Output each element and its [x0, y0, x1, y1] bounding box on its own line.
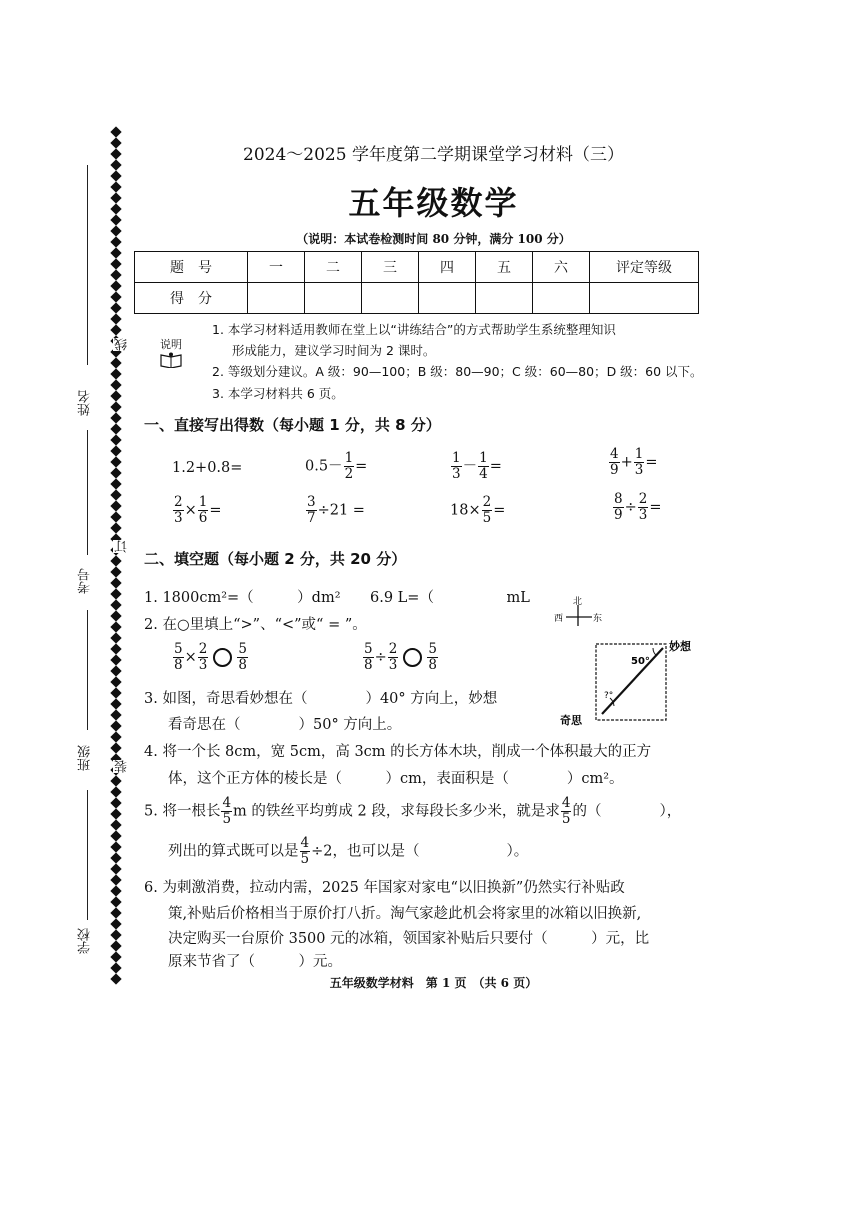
score-input-cell[interactable] [362, 283, 419, 314]
compare-circle[interactable] [403, 648, 422, 667]
score-cell: 二 [305, 252, 362, 283]
instructions-icon-label: 说明 [160, 338, 182, 351]
binding-diamond [110, 786, 121, 797]
s1-q1: 1.2+0.8= [172, 460, 243, 476]
binding-diamond [110, 742, 121, 753]
section2-heading: 二、填空题（每小题 2 分，共 20 分） [144, 550, 407, 568]
binding-diamond [110, 654, 121, 665]
exam-number-line [87, 430, 88, 555]
s2-q2-expr1: $\frac{5}{8}$ × $\frac{2}{3}$ $\frac{5}{8}$ [174, 641, 247, 673]
s2-q3a: 3. 如图，奇思看妙想在（ ）40° 方向上，妙想 [144, 691, 498, 707]
score-input-cell[interactable] [476, 283, 533, 314]
exam-note: （说明：本试卷检测时间 80 分钟，满分 100 分） [296, 232, 571, 246]
binding-diamond [110, 577, 121, 588]
school-line [87, 790, 88, 920]
binding-diamond [110, 797, 121, 808]
binding-diamond [110, 588, 121, 599]
binding-diamond [110, 247, 121, 258]
binding-diamond [110, 841, 121, 852]
binding-diamond [110, 269, 121, 280]
binding-diamond [110, 687, 121, 698]
instructions-icon [156, 336, 186, 376]
binding-diamond [110, 368, 121, 379]
binding-diamond [110, 709, 121, 720]
binding-diamond [110, 665, 121, 676]
s2-q2: 2. 在○里填上“>”、“<”或“ = ”。 [144, 617, 367, 633]
class-line [87, 610, 88, 730]
binding-diamond [110, 599, 121, 610]
exam-subtitle: 2024～2025 学年度第二学期课堂学习材料（三） [243, 145, 624, 165]
s2-q1b: 6.9 L=（ mL [370, 590, 530, 606]
s2-q2-expr2: $\frac{5}{8}$ ÷ $\frac{2}{3}$ $\frac{5}{8}$ [364, 641, 437, 673]
s1-q8: $\frac{8}{9}$ ÷ $\frac{2}{3}$ = [614, 491, 662, 523]
binding-diamond [110, 280, 121, 291]
instruction-line-1b: 形成能力，建议学习时间为 2 课时。 [232, 343, 436, 358]
binding-diamond [110, 819, 121, 830]
instruction-line-2: 2. 等级划分建议。A 级：90—100；B 级：80—90；C 级：60—80；D 级：60 以下。 [212, 364, 703, 379]
s1-q5: $\frac{2}{3}$ × $\frac{1}{6}$ = [174, 494, 222, 526]
binding-diamond [110, 489, 121, 500]
score-input-cell[interactable] [248, 283, 305, 314]
score-input-cell[interactable] [419, 283, 476, 314]
binding-mark-ding: 订 [115, 540, 130, 553]
compass-north: 北 [573, 597, 583, 607]
binding-diamond [110, 731, 121, 742]
score-cell: 五 [476, 252, 533, 283]
name-label: 姓名 [78, 390, 93, 416]
binding-diamond [110, 324, 121, 335]
score-input-cell[interactable] [590, 283, 699, 314]
binding-diamond [110, 863, 121, 874]
binding-diamond [110, 445, 121, 456]
s2-q1a: 1. 1800cm²=（ ）dm² [144, 590, 341, 606]
binding-diamond [110, 126, 121, 137]
score-input-cell[interactable] [305, 283, 362, 314]
binding-diamond [110, 643, 121, 654]
binding-diamond [110, 676, 121, 687]
instruction-line-1: 1. 本学习材料适用教师在堂上以“讲练结合”的方式帮助学生系统整理知识 [212, 322, 616, 337]
school-label: 学校 [78, 928, 93, 954]
binding-diamond [110, 434, 121, 445]
binding-diamond [110, 940, 121, 951]
binding-diamond-border [110, 128, 126, 988]
score-cell: 四 [419, 252, 476, 283]
binding-diamond [110, 423, 121, 434]
s2-q6b: 策,补贴后价格相当于原价打八折。淘气家趁此机会将家里的冰箱以旧换新, [168, 906, 642, 922]
binding-diamond [110, 610, 121, 621]
binding-mark-zhuang: 装 [115, 760, 130, 773]
class-label: 班级 [78, 745, 93, 771]
binding-diamond [110, 478, 121, 489]
s2-q6c: 决定购买一台原价 3500 元的冰箱，领国家补贴后只要付（ ）元，比 [168, 931, 650, 947]
s1-q4: $\frac{4}{9}$ + $\frac{1}{3}$ = [610, 446, 658, 478]
binding-diamond [110, 401, 121, 412]
s1-q6: $\frac{3}{7}$ ÷21 = [307, 494, 365, 526]
score-cell: 一 [248, 252, 305, 283]
binding-diamond [110, 522, 121, 533]
binding-diamond [110, 830, 121, 841]
binding-diamond [110, 412, 121, 423]
binding-diamond [110, 467, 121, 478]
binding-diamond [110, 918, 121, 929]
binding-diamond [110, 698, 121, 709]
binding-diamond [110, 907, 121, 918]
label-miaoxiang: 妙想 [669, 640, 691, 653]
binding-mark-xian: 线 [115, 338, 130, 351]
s2-q5a: 5. 将一根长 $\frac{4}{5}$ m 的铁丝平均剪成 2 段，求每段长多少米，就是求 $\frac{4}{5}$ 的（ ）， [144, 795, 682, 827]
binding-diamond [110, 962, 121, 973]
section1-heading: 一、直接写出得数（每小题 1 分，共 8 分） [144, 416, 441, 434]
binding-diamond [110, 313, 121, 324]
s1-q7: 18× $\frac{2}{5}$ = [450, 494, 506, 526]
exam-number-label: 考号 [78, 568, 93, 594]
compass-east: 东 [593, 614, 603, 624]
binding-diamond [110, 379, 121, 390]
exam-title: 五年级数学 [348, 184, 519, 222]
s2-q6d: 原来节省了（ ）元。 [168, 954, 342, 970]
binding-diamond [110, 808, 121, 819]
binding-diamond [110, 291, 121, 302]
binding-diamond [110, 951, 121, 962]
label-qisi: 奇思 [560, 714, 582, 727]
binding-diamond [110, 302, 121, 313]
binding-diamond [110, 390, 121, 401]
angle-unknown: ?° [604, 691, 614, 701]
score-cell: 得 分 [135, 283, 248, 314]
score-cell: 三 [362, 252, 419, 283]
binding-diamond [110, 720, 121, 731]
compare-circle[interactable] [213, 648, 232, 667]
binding-diamond [110, 456, 121, 467]
binding-diamond [110, 852, 121, 863]
binding-diamond [110, 632, 121, 643]
s2-q6a: 6. 为刺激消费，拉动内需，2025 年国家对家电“以旧换新”仍然实行补贴政 [144, 880, 625, 896]
s1-q3: $\frac{1}{3}$ － $\frac{1}{4}$ = [452, 450, 502, 482]
binding-diamond [110, 775, 121, 786]
compass-west: 西 [554, 614, 564, 624]
instruction-line-3: 3. 本学习材料共 6 页。 [212, 386, 344, 401]
score-table-score-row [135, 283, 699, 314]
s2-q4b: 体，这个正方体的棱长是（ ）cm，表面积是（ ）cm²。 [168, 771, 624, 787]
direction-diagram [548, 590, 708, 730]
binding-diamond [110, 511, 121, 522]
score-cell: 题 号 [135, 252, 248, 283]
s2-q5b: 列出的算式既可以是 $\frac{4}{5}$ ÷2，也可以是（ ）。 [168, 835, 529, 867]
binding-diamond [110, 874, 121, 885]
binding-diamond [110, 258, 121, 269]
binding-diamond [110, 896, 121, 907]
s2-q3b: 看奇思在（ ）50° 方向上。 [168, 717, 402, 733]
s2-q4a: 4. 将一个长 8cm，宽 5cm，高 3cm 的长方体木块，削成一个体积最大的正方 [144, 744, 652, 760]
s1-q2: 0.5－ $\frac{1}{2}$ = [305, 450, 368, 482]
score-input-cell[interactable] [533, 283, 590, 314]
angle-50: 50° [631, 656, 650, 667]
binding-diamond [110, 929, 121, 940]
page-footer: 五年级数学材料 第 1 页 （共 6 页） [329, 976, 538, 990]
score-cell: 六 [533, 252, 590, 283]
binding-diamond [110, 621, 121, 632]
binding-diamond [110, 566, 121, 577]
binding-diamond [110, 357, 121, 368]
book-icon [160, 352, 182, 368]
binding-diamond [110, 500, 121, 511]
score-table-header-row [135, 252, 699, 283]
binding-diamond [110, 555, 121, 566]
score-cell: 评定等级 [590, 252, 699, 283]
score-table [134, 251, 699, 314]
binding-diamond [110, 885, 121, 896]
